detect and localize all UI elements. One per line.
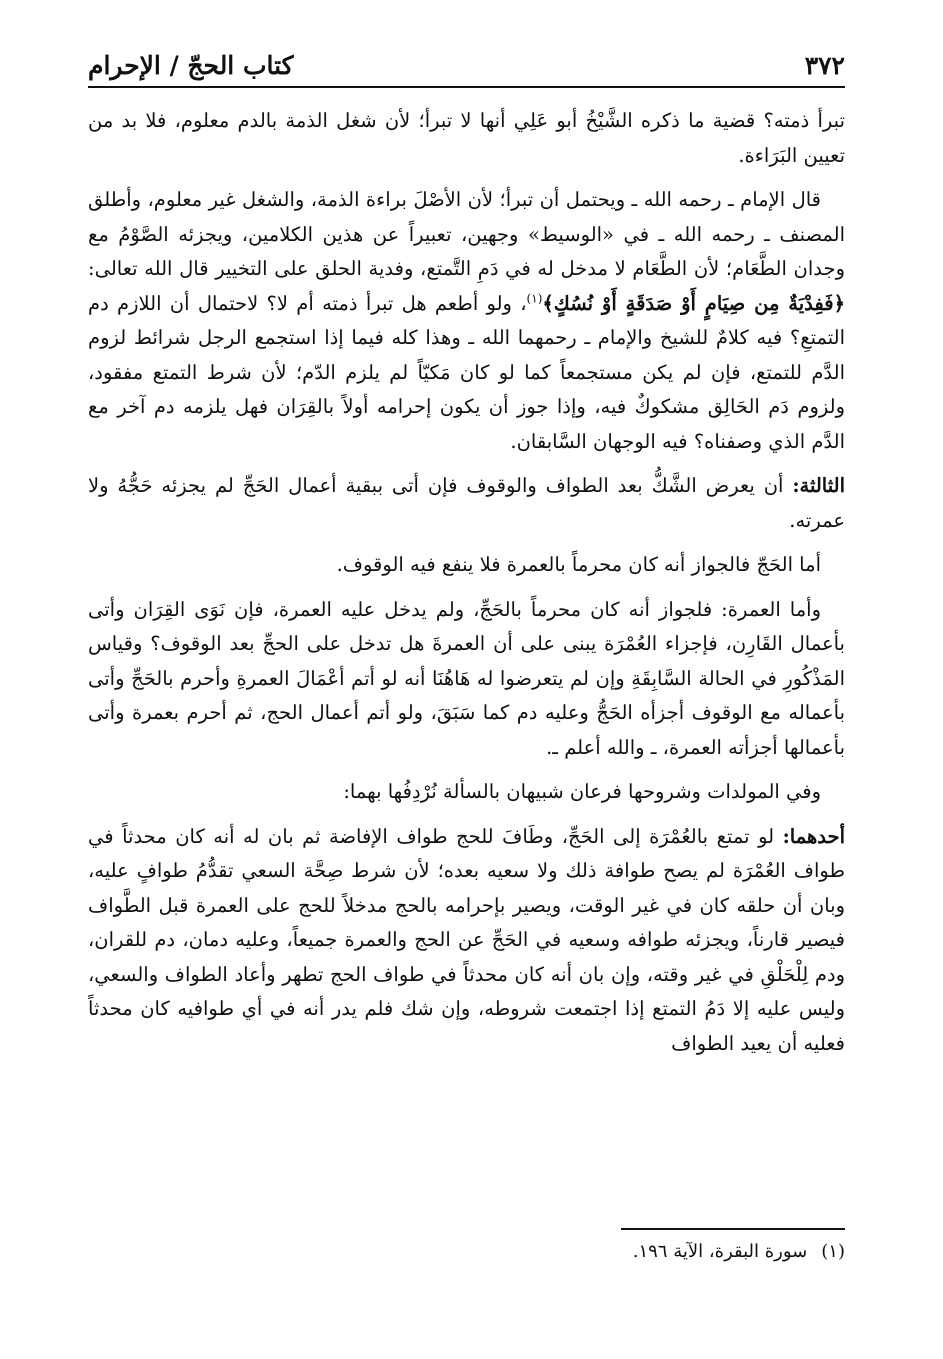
paragraph-1: تبرأ ذمته؟ قضية ما ذكره الشَّيْخُ أبو عَلِي أنها لا تبرأ؛ لأن شغل الذمة بالدم معلوم، فلا بد من تعيين البَرَاءة.: [88, 109, 845, 167]
paragraph-2-continuation: ، ولو أطعم هل تبرأ ذمته أم لا؟ لاحتمال أن اللازم دم التمتعِ؟ فيه كلامٌ للشيخ والإمام ـ رحمهما الله ـ وهذا كله فيما إذا استجمع الرجل شرائط لزوم الدَّم للتمتع، فإن لم يكن مستجمعاً كما لو كان مَكيّاً لم يلزم الدّم؛ لأن شرط التمتع مفقود، ولزوم دَم الحَالِق مشكوكٌ فيه، وإذا جوز أن يكون إحرامه أولاً بالقِرَان فهل يلزمه دم آخر مع الدَّم الذي وصفناه؟ فيه الوجهان السَّابقان.: [88, 291, 845, 453]
paragraph-7: [88, 820, 845, 1062]
paragraph-2-text: قال الإمام ـ رحمه الله ـ ويحتمل أن تبرأ؛ لأن الأصْلَ براءة الذمة، والشغل غير معلوم، وأطلق المصنف ـ رحمه الله ـ في «الوسيط» وجهين، تعبيراً عن هذين الكلامين، ويجزئه الصَّوْمُ مع وجدان الطَّعَام؛ لأن الطَّعَام لا مدخل له في دَمِ التَّمتع، وفدية الحلق على التخيير قال الله تعالى:: [88, 188, 845, 280]
running-header: [88, 40, 845, 80]
quran-verse: ﴿فَفِدْيَةٌ مِن صِيَامٍ أَوْ صَدَقَةٍ أَوْ نُسُكٍ﴾: [542, 291, 846, 315]
paragraph-6: وفي المولدات وشروحها فرعان شبيهان بالسألة نُرْدِفُها بهما:: [343, 780, 821, 803]
footnote-reference[interactable]: (١): [526, 291, 543, 305]
paragraph-2: [88, 183, 845, 459]
paragraph-4: أما الحَجّ فالجواز أنه كان محرماً بالعمرة فلا ينفع فيه الوقوف.: [336, 553, 821, 576]
running-title: كتاب الحجّ / الإحرام: [88, 51, 294, 80]
paragraph-7-text: لو تمتع بالعُمْرَة إلى الحَجِّ، وطَافَ للحج طواف الإفاضة ثم بان له أنه كان محدثاً في طواف العُمْرَة لم يصح طوافة ذلك ولا سعيه بعده؛ لأن شرط صِحَّة السعي تقدُّمُ طوافٍ عليه، وبان أن حلقه كان في غير الوقت، ويصير بإحرامه بالحج مدخلاً للحج على العمرة قبل الطَّواف فيصير قارناً، ويجزئه طوافه وسعيه في الحَجِّ عن الحج والعمرة جميعاً، وعليه دمان، دم للقران، ودم لِلْحَلْقِ في غير وقته، وإن بان أنه كان محدثاً في طواف الحج تطهر وأعاد الطواف والسعي، وليس عليه إلا دَمُ التمتع إذا اجتمعت شروطه، وإن شك فلم يدر أنه في أي طوافيه كان محدثاً فعليه أن يعيد الطواف: [88, 824, 845, 1055]
footnote-number: (١): [821, 1241, 845, 1262]
footnote: [88, 1238, 845, 1266]
paragraph-3-text: أن يعرض الشَّكُّ بعد الطواف والوقوف فإن أتى ببقية أعمال الحَجِّ لم يجزئه حَجُّهُ ولا عمرته.: [88, 474, 845, 532]
main-text: [88, 104, 845, 1071]
section-term-first: أحدهما:: [782, 824, 845, 848]
footnote-text: سورة البقرة، الآية ١٩٦.: [632, 1241, 808, 1262]
footnote-divider: [621, 1228, 845, 1230]
paragraph-3: [88, 469, 845, 538]
section-term-third: الثالثة:: [792, 474, 845, 497]
page-number: ٣٧٢: [804, 51, 845, 80]
header-divider: [88, 86, 845, 88]
paragraph-5: وأما العمرة: فلجواز أنه كان محرماً بالحَجِّ، ولم يدخل عليه العمرة، فإن نَوَى القِرَان وأتى بأعمال القَارِن، فإجزاء العُمْرَة يبنى على أن العمرةَ هل تدخل على الحجِّ بعد الوقوف؟ وقياس المَذْكُورِ في الحالة السَّابِقَةِ وإن لم يتعرضوا له هَاهُنَا أنه لو أتم أعْمَالَ العمرةِ وأحرم بالحَجِّ وأتى بأعماله مع الوقوف أجزأه الحَجُّ وعليه دم كما سَبَقَ، ولو أتم أعمال الحج، ثم أحرم بعمرة وأتى بأعمالها أجزأته العمرة، ـ والله أعلم ـ.: [88, 597, 845, 759]
